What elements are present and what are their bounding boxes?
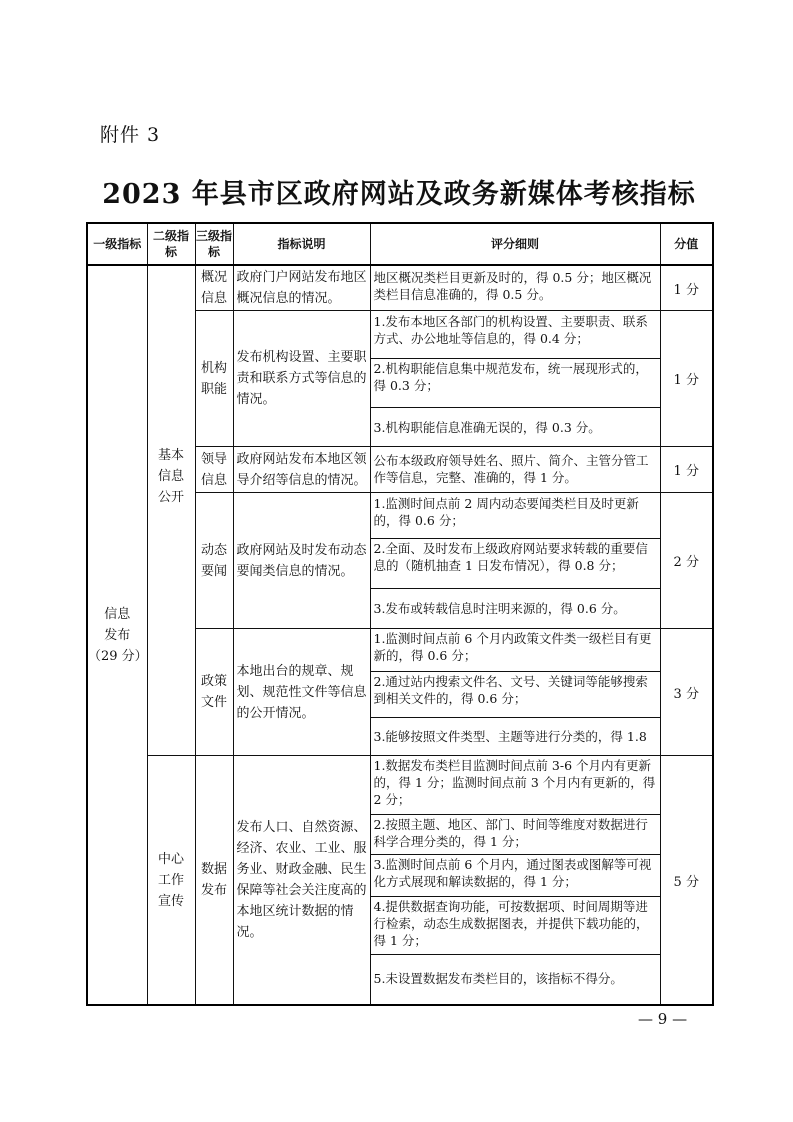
criteria-item: 1.监测时间点前 6 个月内政策文件类一级栏目有更新的，得 0.6 分； bbox=[373, 631, 652, 663]
criteria-item: 3.机构职能信息准确无误的，得 0.3 分。 bbox=[371, 407, 660, 446]
points-cell: 1 分 bbox=[660, 265, 713, 311]
points-cell: 5 分 bbox=[660, 756, 713, 1006]
description-cell: 政府门户网站发布地区概况信息的情况。 bbox=[233, 265, 370, 311]
description-cell: 发布机构设置、主要职责和联系方式等信息的情况。 bbox=[233, 311, 370, 447]
description-cell: 本地出台的规章、规划、规范性文件等信息的公开情况。 bbox=[233, 629, 370, 756]
level3-cell bbox=[195, 311, 233, 447]
level2-name: 中心工作宣传 bbox=[157, 851, 184, 909]
header-description: 指标说明 bbox=[233, 223, 370, 265]
level3-cell bbox=[195, 756, 233, 1006]
header-level1-text: 一级指标 bbox=[93, 237, 142, 251]
points-cell: 3 分 bbox=[660, 629, 713, 756]
criteria-item: 2.全面、及时发布上级政府网站要求转载的重要信息的（随机抽查 1 日发布情况），得 0.8 分； bbox=[371, 538, 660, 588]
criteria-item: 2.按照主题、地区、部门、时间等维度对数据进行科学合理分类的，得 1 分； bbox=[371, 814, 660, 854]
description-cell: 政府网站发布本地区领导介绍等信息的情况。 bbox=[233, 447, 370, 493]
criteria-cell bbox=[370, 447, 660, 493]
criteria-cell bbox=[370, 311, 660, 447]
level3-cell bbox=[195, 265, 233, 311]
level3-name: 领导信息 bbox=[200, 451, 227, 488]
level3-name: 概况信息 bbox=[200, 270, 227, 306]
criteria-item: 2.通过站内搜索文件名、文号、关键词等能够搜索到相关文件的，得 0.6 分； bbox=[371, 671, 660, 717]
level3-cell bbox=[195, 447, 233, 493]
criteria-item: 1.发布本地区各部门的机构设置、主要职责、联系方式、办公地址等信息的，得 0.4 分； bbox=[373, 313, 648, 346]
header-points: 分值 bbox=[660, 223, 713, 265]
page-number: — 9 — bbox=[638, 1010, 688, 1028]
points-cell: 2 分 bbox=[660, 493, 713, 629]
criteria-item: 公布本级政府领导姓名、照片、简介、主管分管工作等信息，完整、准确的，得 1 分。 bbox=[373, 452, 649, 485]
criteria-cell bbox=[370, 493, 660, 629]
criteria-item: 3.能够按照文件类型、主题等进行分类的，得 1.8 bbox=[371, 717, 660, 755]
level1-cell bbox=[87, 265, 147, 1005]
header-level2-text: 二级指标 bbox=[152, 229, 189, 259]
level3-name: 机构职能 bbox=[200, 360, 227, 397]
points-cell: 1 分 bbox=[660, 447, 713, 493]
level3-name: 政策文件 bbox=[200, 674, 227, 710]
level3-cell bbox=[195, 493, 233, 629]
criteria-item: 1.监测时间点前 2 周内动态要闻类栏目及时更新的，得 0.6 分； bbox=[373, 495, 639, 528]
description-cell: 政府网站及时发布动态要闻类信息的情况。 bbox=[233, 493, 370, 629]
header-level2 bbox=[147, 223, 195, 265]
header-criteria: 评分细则 bbox=[370, 223, 660, 265]
criteria-item: 4.提供数据查询功能，可按数据项、时间周期等进行检索，动态生成数据图表，并提供下载功能的，得 1 分； bbox=[371, 896, 660, 954]
criteria-item: 1.数据发布类栏目监测时间点前 3-6 个月内有更新的，得 1 分；监测时间点前 3 个月内有更新的，得 2 分； bbox=[373, 758, 656, 807]
assessment-table bbox=[86, 222, 714, 1006]
description-cell: 发布人口、自然资源、经济、农业、工业、服务业、财政金融、民生保障等社会关注度高的本地区统计数据的情况。 bbox=[233, 756, 370, 1006]
level3-name: 动态要闻 bbox=[200, 542, 227, 579]
criteria-item: 3.监测时间点前 6 个月内，通过图表或图解等可视化方式展现和解读数据的，得 1 分； bbox=[371, 854, 660, 896]
criteria-cell bbox=[370, 756, 660, 1006]
points-cell: 1 分 bbox=[660, 311, 713, 447]
header-level1 bbox=[87, 223, 147, 265]
criteria-cell bbox=[370, 629, 660, 756]
level2-cell bbox=[147, 265, 195, 756]
header-level3 bbox=[195, 223, 233, 265]
attachment-label: 附件 3 bbox=[100, 124, 161, 146]
level1-name: 信息发布 bbox=[104, 606, 131, 643]
criteria-item: 5.未设置数据发布类栏目的，该指标不得分。 bbox=[371, 954, 660, 1004]
level1-points: （29 分） bbox=[88, 648, 148, 664]
table-row bbox=[87, 265, 713, 311]
table-row bbox=[87, 756, 713, 1006]
criteria-item: 地区概况类栏目更新及时的，得 0.5 分；地区概况类栏目信息准确的，得 0.5 分。 bbox=[373, 270, 652, 302]
table-header bbox=[87, 223, 713, 265]
level2-cell bbox=[147, 756, 195, 1006]
document-title: 2023 年县市区政府网站及政务新媒体考核指标 bbox=[102, 179, 696, 210]
criteria-cell bbox=[370, 265, 660, 311]
criteria-item: 2.机构职能信息集中规范发布，统一展现形式的，得 0.3 分； bbox=[371, 358, 660, 407]
level3-name: 数据发布 bbox=[200, 862, 227, 898]
header-level3-text: 三级指标 bbox=[195, 229, 232, 259]
level3-cell bbox=[195, 629, 233, 756]
criteria-item: 3.发布或转载信息时注明来源的，得 0.6 分。 bbox=[371, 588, 660, 628]
level2-name: 基本信息公开 bbox=[157, 448, 184, 505]
